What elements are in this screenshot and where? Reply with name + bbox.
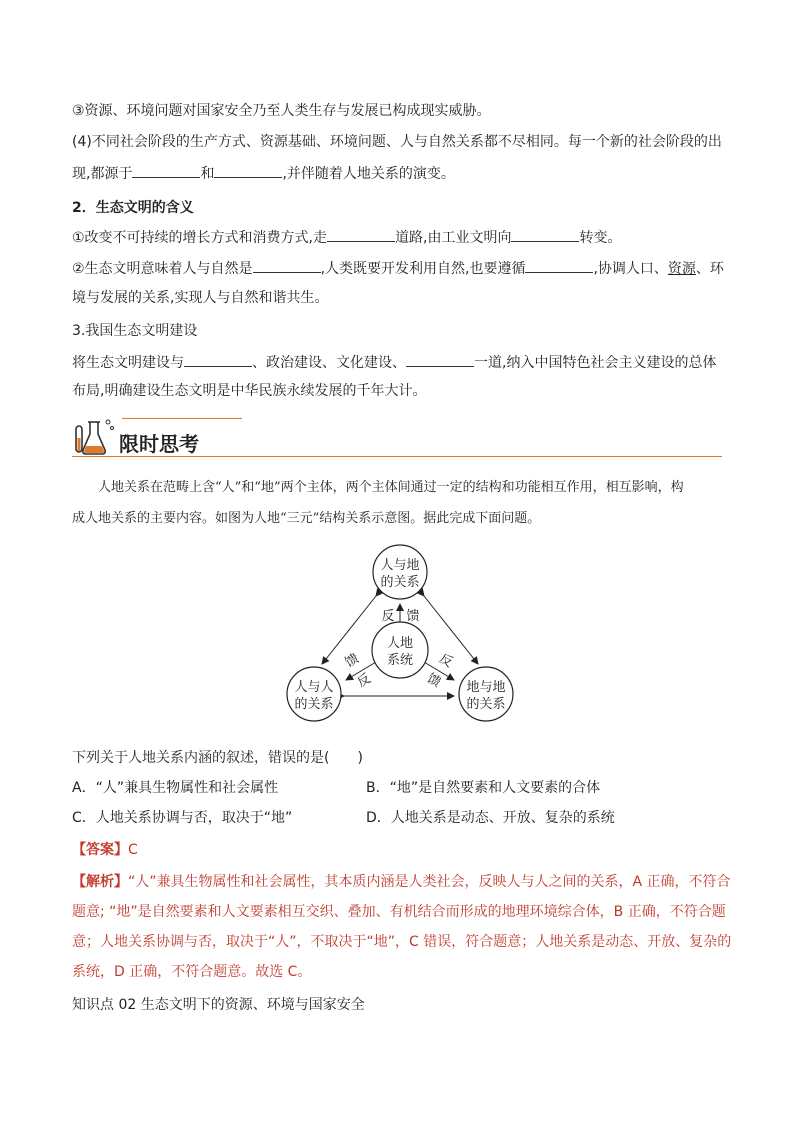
section-header bbox=[72, 416, 722, 460]
node-center-label-2: 系统 bbox=[386, 653, 414, 668]
header-top-bar bbox=[122, 418, 242, 419]
node-center-label-1: 人地 bbox=[386, 636, 414, 651]
question-stem: 下列关于人地关系内涵的叙述，错误的是( ) bbox=[72, 750, 363, 766]
blank-2[interactable] bbox=[214, 163, 282, 178]
analysis-line-3: 意；人地关系协调与否，取决于“人”，不取决于“地”，C 错误，符合题意；人地关系是动态、开放、复杂的 bbox=[72, 934, 732, 950]
blank-7[interactable] bbox=[184, 352, 252, 367]
header-rule bbox=[72, 456, 722, 457]
heading-eco-meaning: 2．生态文明的含义 bbox=[72, 200, 194, 216]
node-right-label-2: 的关系 bbox=[466, 697, 506, 712]
answer-line bbox=[72, 840, 722, 860]
feedback-right-1: 反 bbox=[436, 651, 456, 671]
option-d[interactable]: D．人地关系是动态、开放、复杂的系统 bbox=[366, 810, 615, 826]
threat-line: ③资源、环境问题对国家安全乃至人类生存与发展已构成现实威胁。 bbox=[72, 103, 491, 119]
social-stage-line: (4)不同社会阶段的生产方式、资源基础、环境问题、人与自然关系都不尽相同。每一个新的社会阶段的出 bbox=[72, 134, 722, 150]
heading-china-eco: 3.我国生态文明建设 bbox=[72, 323, 198, 339]
resource-link[interactable]: 资源 bbox=[667, 261, 696, 277]
feedback-top-2: 馈 bbox=[406, 609, 420, 624]
analysis-label: 【解析】 bbox=[72, 874, 128, 890]
blank-1[interactable] bbox=[132, 163, 200, 178]
node-left-label-2: 的关系 bbox=[294, 697, 334, 712]
section-title: 限时思考 bbox=[119, 432, 199, 456]
china-eco-line-1: 将生态文明建设与 、政治建设、文化建设、 一道,纳入中国特色社会主义建设的总体 bbox=[72, 352, 722, 373]
feedback-left-2: 反 bbox=[354, 671, 374, 691]
blank-8[interactable] bbox=[406, 352, 474, 367]
blank-6[interactable] bbox=[525, 258, 593, 273]
node-top-label-1: 人与地 bbox=[380, 558, 420, 573]
analysis-line-2: 题意; “地”是自然要素和人文要素相互交织、叠加、有机结合而形成的地理环境综合体，B 正确，不符合题 bbox=[72, 904, 726, 920]
flask-icon bbox=[72, 416, 118, 458]
intro-paragraph: 人地关系在范畴上含“人”和“地”两个主体，两个主体间通过一定的结构和功能相互作用，相互影响，构 bbox=[98, 480, 684, 495]
node-left-label-1: 人与人 bbox=[294, 680, 334, 695]
node-top-label-2: 的关系 bbox=[380, 575, 420, 590]
china-eco-line-2: 布局,明确建设生态文明是中华民族永续发展的千年大计。 bbox=[72, 383, 427, 399]
option-a[interactable]: A．“人”兼具生物属性和社会属性 bbox=[72, 780, 279, 796]
human-land-diagram bbox=[280, 544, 520, 726]
blank-4[interactable] bbox=[511, 227, 579, 242]
edge-top-right bbox=[424, 596, 478, 664]
feedback-left-1: 馈 bbox=[342, 651, 362, 671]
eco-meaning-line-2: ②生态文明意味着人与自然是 ,人类既要开发利用自然,也要遵循 ,协调人口、资源、环 bbox=[72, 258, 722, 279]
eco-meaning-line-1: ①改变不可持续的增长方式和消费方式,走 道路,由工业文明向 转变。 bbox=[72, 227, 722, 248]
analysis-line-4: 系统，D 正确，不符合题意。故选 C。 bbox=[72, 964, 312, 980]
feedback-top-1: 反 bbox=[381, 609, 395, 624]
intro-paragraph-2: 成人地关系的主要内容。如图为人地“三元”结构关系示意图。据此完成下面问题。 bbox=[72, 511, 541, 526]
answer-value: C bbox=[128, 842, 138, 858]
option-b[interactable]: B．“地”是自然要素和人文要素的合体 bbox=[366, 780, 601, 796]
analysis-line-1: 【解析】“人”兼具生物属性和社会属性，其本质内涵是人类社会，反映人与人之间的关系，A 正确，不符合 bbox=[72, 874, 731, 890]
eco-meaning-line-3: 境与发展的关系,实现人与自然和谐共生。 bbox=[72, 290, 329, 306]
blank-3[interactable] bbox=[327, 227, 395, 242]
social-stage-line-2: 现,都源于 和 ,并伴随着人地关系的演变。 bbox=[72, 163, 722, 184]
feedback-right-2: 馈 bbox=[424, 671, 444, 691]
node-right-label-1: 地与地 bbox=[466, 680, 506, 695]
answer-label: 【答案】 bbox=[72, 842, 128, 858]
blank-5[interactable] bbox=[253, 258, 321, 273]
knowledge-point-heading: 知识点 02 生态文明下的资源、环境与国家安全 bbox=[72, 997, 365, 1013]
option-c[interactable]: C．人地关系协调与否，取决于“地” bbox=[72, 810, 293, 826]
